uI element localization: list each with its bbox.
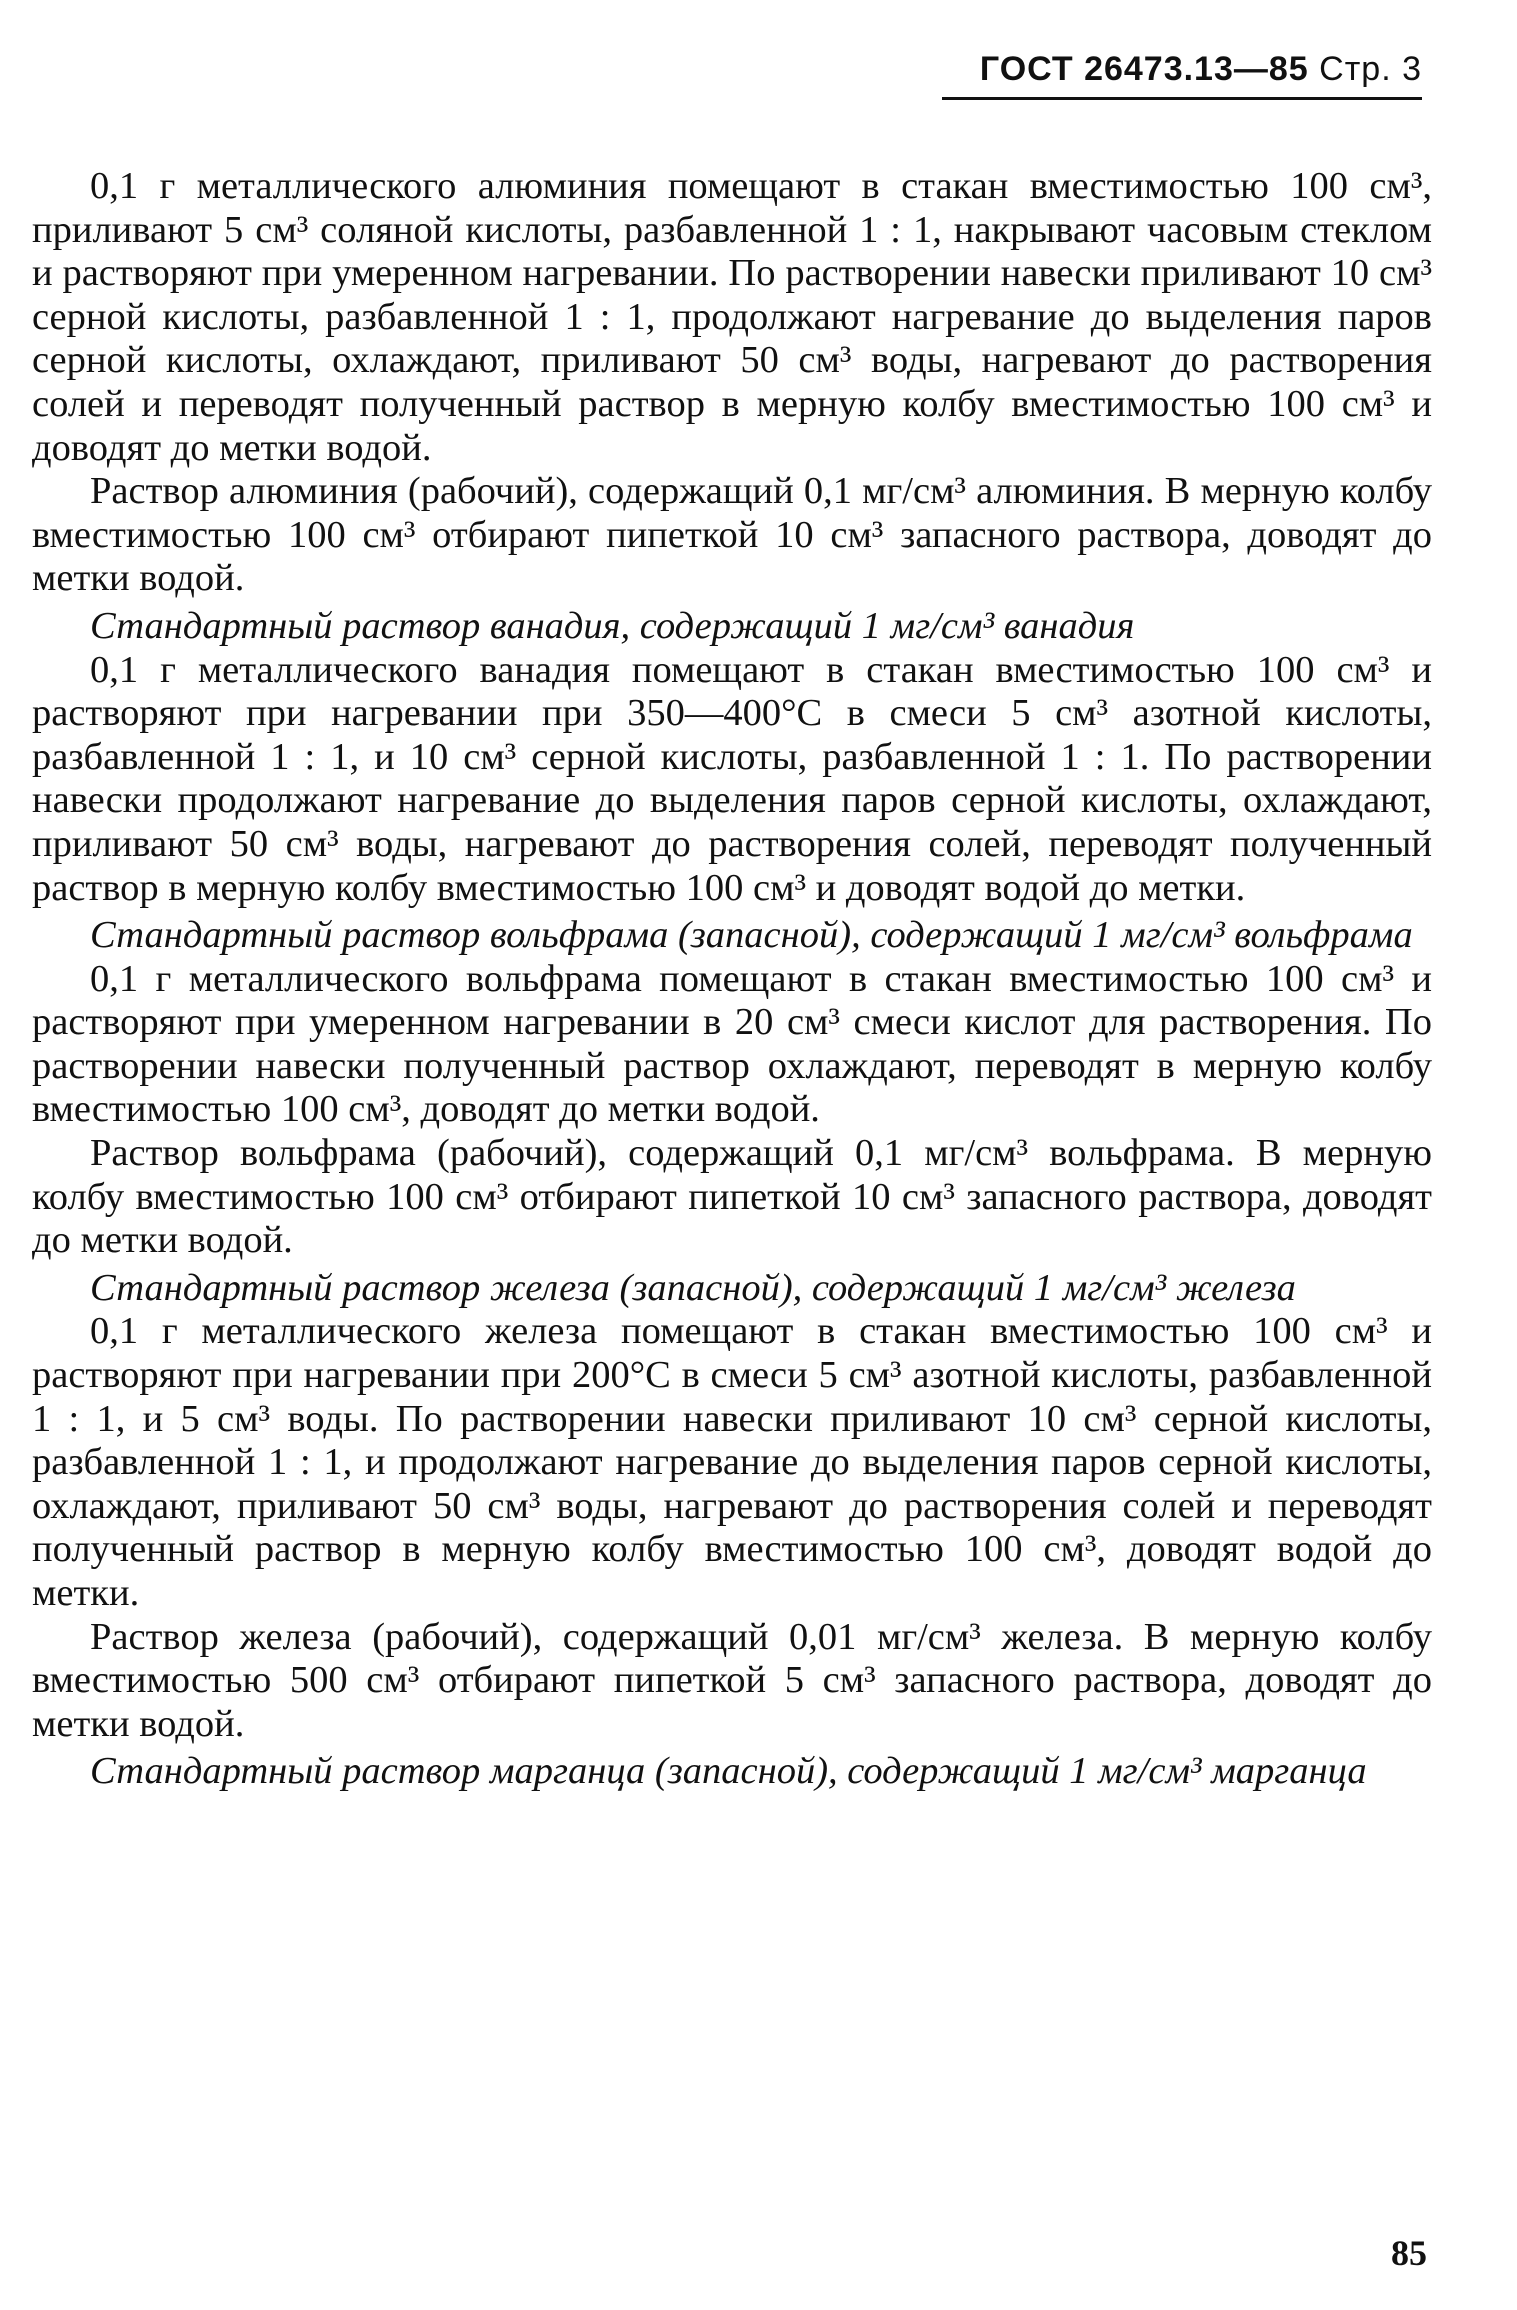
paragraph: 0,1 г металлического железа помещают в стакан вместимостью 100 см³ и растворяют при нагревании при 200°С в смеси 5 см³ азотной кислоты, разбавленной 1 : 1, и 5 см³ воды. По растворении навески приливают 10 см³ серной кислоты, разбавленной 1 : 1, и продолжают нагревание до выделения паров серной кислоты, охлаждают, приливают 50 см³ воды, нагревают до растворения солей и переводят полученный раствор в мерную колбу вместимостью 100 см³, доводят водой до метки. [32, 1310, 1432, 1614]
paragraph: Раствор железа (рабочий), содержащий 0,01 мг/см³ железа. В мерную колбу вместимостью 500 см³ отбирают пипеткой 5 см³ запасного раствора, доводят до метки водой. [32, 1615, 1432, 1745]
section-title: Стандартный раствор ванадия, содержащий 1 мг/см³ ванадия [90, 604, 1135, 647]
paragraph: 0,1 г металлического вольфрама помещают в стакан вместимостью 100 см³ и растворяют при умеренном нагревании в 20 см³ смеси кислот для растворения. По растворении навески полученный раствор охлаждают, переводят в мерную колбу вместимостью 100 см³, доводят до метки водой. [32, 957, 1432, 1131]
document-id: ГОСТ 26473.13—85 [979, 50, 1309, 88]
paragraph: Раствор вольфрама (рабочий), содержащий 0,1 мг/см³ вольфрама. В мерную колбу вместимостью 100 см³ отбирают пипеткой 10 см³ запасного раствора, доводят до метки водой. [32, 1132, 1432, 1262]
page-number: 85 [1391, 2233, 1427, 2273]
section-title: Стандартный раствор вольфрама (запасной), содержащий 1 мг/см³ вольфрама [90, 914, 1413, 957]
document-body [32, 165, 1432, 1794]
header-page-label: Стр. 3 [1319, 50, 1422, 88]
paragraph: 0,1 г металлического алюминия помещают в стакан вместимостью 100 см³, приливают 5 см³ соляной кислоты, разбавленной 1 : 1, накрывают часовым стеклом и растворяют при умеренном нагревании. По растворении навески приливают 10 см³ серной кислоты, разбавленной 1 : 1, продолжают нагревание до выделения паров серной кислоты, охлаждают, приливают 50 см³ воды, нагревают до растворения солей и переводят полученный раствор в мерную колбу вместимостью 100 см³ и доводят до метки водой. [32, 165, 1432, 469]
section-title: Стандартный раствор марганца (запасной), содержащий 1 мг/см³ марганца [90, 1750, 1367, 1793]
paragraph: 0,1 г металлического ванадия помещают в стакан вместимостью 100 см³ и растворяют при нагревании при 350—400°С в смеси 5 см³ азотной кислоты, разбавленной 1 : 1, и 10 см³ серной кислоты, разбавленной 1 : 1. По растворении навески продолжают нагревание до выделения паров серной кислоты, охлаждают, приливают 50 см³ воды, нагревают до растворения солей, переводят полученный раствор в мерную колбу вместимостью 100 см³ и доводят водой до метки. [32, 648, 1432, 909]
paragraph: Раствор алюминия (рабочий), содержащий 0,1 мг/см³ алюминия. В мерную колбу вместимостью 100 см³ отбирают пипеткой 10 см³ запасного раствора, доводят до метки водой. [32, 470, 1432, 600]
running-header [942, 50, 1422, 100]
section-title: Стандартный раствор железа (запасной), содержащий 1 мг/см³ железа [90, 1266, 1296, 1309]
